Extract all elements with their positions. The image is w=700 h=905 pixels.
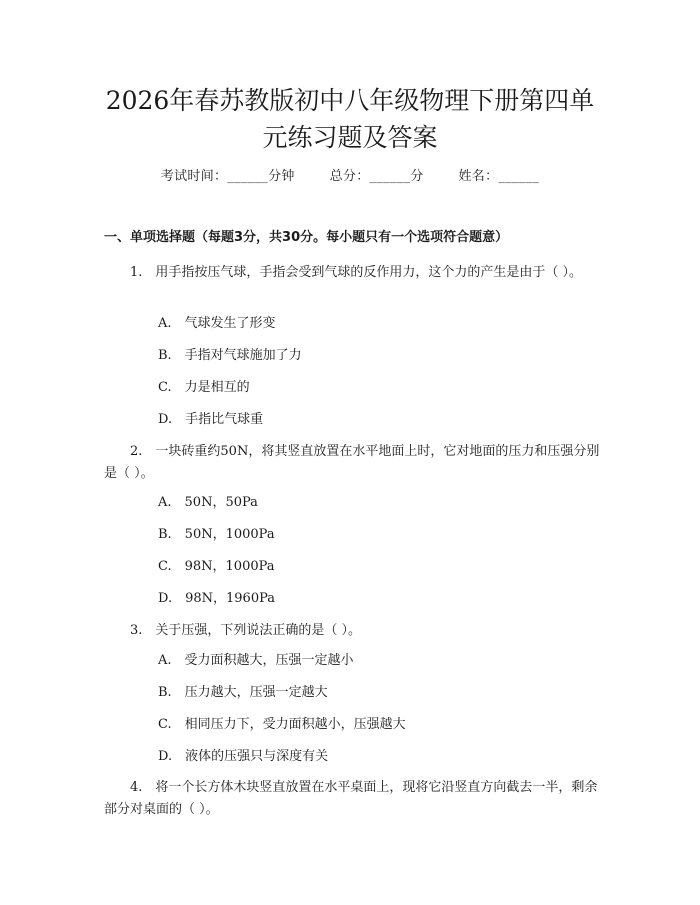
score-blank: ______分 xyxy=(369,169,424,184)
title-line-1: 2026年春苏教版初中八年级物理下册第四单 xyxy=(105,86,595,115)
document-title xyxy=(60,82,640,156)
question-2-option-a: A. 50N，50Pa xyxy=(158,495,258,510)
time-blank: ______分钟 xyxy=(227,169,295,184)
question-1-option-d: D. 手指比气球重 xyxy=(158,412,264,427)
name-blank: ______ xyxy=(498,169,540,184)
question-1-stem: 1. 用手指按压气球，手指会受到气球的反作用力，这个力的产生是由于（ ）。 xyxy=(130,265,583,280)
question-3-option-d: D. 液体的压强只与深度有关 xyxy=(158,749,329,764)
question-3-option-a: A. 受力面积越大，压强一定越小 xyxy=(158,653,354,668)
question-2-option-b: B. 50N，1000Pa xyxy=(158,527,275,542)
name-label: 姓名： xyxy=(458,169,499,184)
question-3-stem: 3. 关于压强，下列说法正确的是（ ）。 xyxy=(130,623,362,638)
question-4-stem: 4. 将一个长方体木块竖直放置在水平桌面上，现将它沿竖直方向截去一半，剩余部分对桌面的（ ）。 xyxy=(104,780,598,817)
question-1-option-b: B. 手指对气球施加了力 xyxy=(158,348,302,363)
question-2-option-c: C. 98N，1000Pa xyxy=(158,559,275,574)
question-2-stem: 2. 一块砖重约50N，将其竖直放置在水平地面上时，它对地面的压力和压强分别是（ ）。 xyxy=(104,444,600,481)
time-label: 考试时间： xyxy=(160,169,228,184)
title-line-2: 元练习题及答案 xyxy=(262,123,438,152)
question-1-option-c: C. 力是相互的 xyxy=(158,380,250,395)
score-label: 总分： xyxy=(329,169,370,184)
question-3-option-c: C. 相同压力下，受力面积越小，压强越大 xyxy=(158,717,406,732)
exam-info-line xyxy=(0,168,700,186)
question-3-option-b: B. 压力越大，压强一定越大 xyxy=(158,685,328,700)
question-1-option-a: A. 气球发生了形变 xyxy=(158,316,276,331)
section-heading: 一、单项选择题（每题3分，共30分。每小题只有一个选项符合题意） xyxy=(104,230,509,245)
question-2-option-d: D. 98N，1960Pa xyxy=(158,591,276,606)
